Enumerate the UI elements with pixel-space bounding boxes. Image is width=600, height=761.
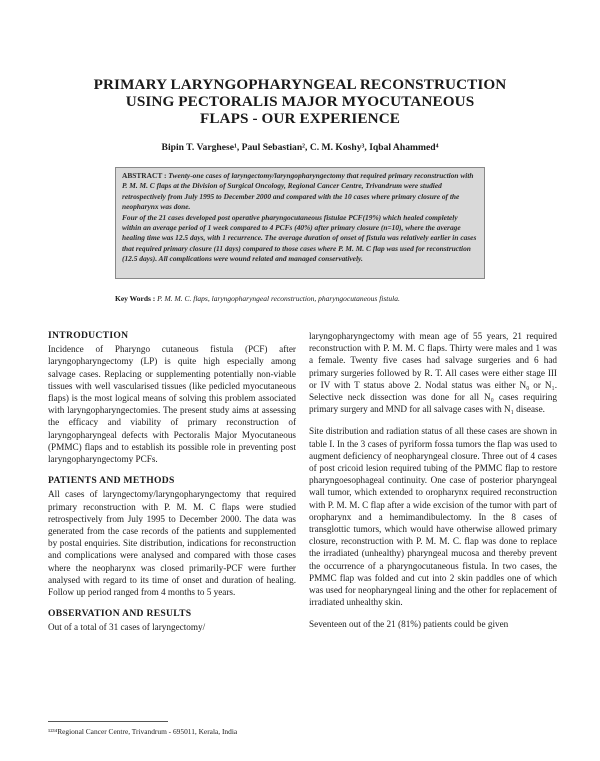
title-line-3: FLAPS - OUR EXPERIENCE	[199, 110, 401, 127]
introduction-heading: INTRODUCTION	[48, 330, 129, 341]
right-paragraph-2: Site distribution and radiation status of all these cases are shown in table I. In the 3 cases of pyriform fossa tumors the flap was used to augment deficiency of neopharyngeal closure. Three out of 4 cases of post cricoid lesion required tubing of the PMMC flap to restore pharyngoesophageal continuity. One case of posterior pharyngeal wall tumor, which extended to oropharynx required reconstruction with P. M. M. C flap after a wide excision of the tumor with part of oropharynx and a hemimandibulectomy. In the 8 cases of transglottic tumors, which would have otherwise allowed primary closure, reconstruction with P. M. M. C. flap was done to replace the irradiated (unhealthy) pharyngeal mucosa and thereby prevent the occurrence of a pharyngocutaneous fistula. In two cases, the PMMC flap was folded and cut into 2 skin paddles one of which was used for neopharyngeal lining and the other for replacement of irradiated unhealthy skin.	[309, 426, 557, 608]
abstract-label: ABSTRACT :	[122, 171, 167, 180]
keywords-label: Key Words :	[115, 294, 156, 303]
abstract-paragraph-2: Four of the 21 cases developed post operative pharyngocutaneous fistulae PCF(19%) which healed completely within an average period of 1 week compared to 4 PCFs (40%) after primary closure (n=10), where the average healing time was 12.5 days, with 1 recurrence. The average duration of onset of fistula was relatively earlier in cases that required primary closure (11 days) compared to those cases where P. M. M. C flap was used for reconstruction (12.5 days). All complications were wound related and managed conservatively.	[122, 212, 477, 264]
title-line-1: PRIMARY LARYNGOPHARYNGEAL RECONSTRUCTION	[93, 76, 507, 93]
introduction-text: Incidence of Pharyngo cutaneous fistula (PCF) after laryngopharyngectomy (LP) is quite high especially among salvage cases. Replacing or supplementing potentially non-viable tissues with well vascularised tissues (like pedicled myocutaneous flaps) is the most logical means of solving this problem associated with laryngopharyngectomies. The present study aims at assessing the efficacy and viability of primary reconstruction of laryngopharyngeal defects with Pectoralis Major Myocutaneous (PMMC) flaps and to establish its possible role in preventing post laryngopharyngectomy PCFs.	[48, 344, 296, 465]
methods-heading: PATIENTS AND METHODS	[48, 475, 175, 487]
author-list: Bipin T. Varghese¹, Paul Sebastian², C. M. Koshy³, Iqbal Ahammed⁴	[161, 142, 439, 153]
paper-title	[40, 76, 560, 127]
affiliation-footnote: ¹²³⁴Regional Cancer Centre, Trivandrum - 695011, Kerala, India	[48, 727, 238, 736]
results-heading: OBSERVATION AND RESULTS	[48, 608, 192, 620]
keywords-line	[115, 294, 495, 303]
left-column	[48, 330, 296, 644]
keywords-value: P. M. M. C. flaps, laryngopharyngeal reconstruction, pharyngocutaneous fistula.	[157, 294, 400, 303]
abstract-box	[115, 167, 485, 279]
abstract-paragraph-1: Twenty-one cases of laryngectomy/laryngopharyngectomy that required primary reconstruction with P. M. M. C flaps at the Division of Surgical Oncology, Regional Cancer Centre, Trivandrum were studied retrospectively from July 1995 to December 2000 and compared with the 10 cases where primary closure of the neopharynx was done.	[122, 171, 474, 212]
right-paragraph-1: laryngopharyngectomy with mean age of 55 years, 21 required reconstruction with P. M. M. C flaps. Thirty were males and 1 was a female. Twenty five cases had salvage surgeries and 6 had primary surgeries followed by R. T. All cases were either stage III or IV with T status above 2. Nodal status was either N₀ or N₁. Selective neck dissection was done for all N₀ cases requiring primary surgery and MND for all salvage cases with N₁ disease.	[309, 331, 557, 415]
methods-text: All cases of laryngectomy/laryngopharyngectomy that required primary reconstruction with P. M. M. C flaps were studied retrospectively from July 1995 to December 2000. The data was generated from the case records of the patients and supplemented by postal enquiries. Site distribution, indications for reconstruction and complications were analysed and compared with those cases where the neopharynx was closed primarily-PCF were further analysed with regard to its time of onset and duration of healing. Follow up period ranged from 4 months to 5 years.	[48, 489, 296, 598]
right-column	[309, 330, 557, 641]
results-text: Out of a total of 31 cases of laryngectomy/	[48, 622, 206, 633]
right-paragraph-3: Seventeen out of the 21 (81%) patients could be given	[309, 619, 509, 630]
title-line-2: USING PECTORALIS MAJOR MYOCUTANEOUS	[125, 93, 475, 110]
footnote-rule	[48, 721, 168, 722]
